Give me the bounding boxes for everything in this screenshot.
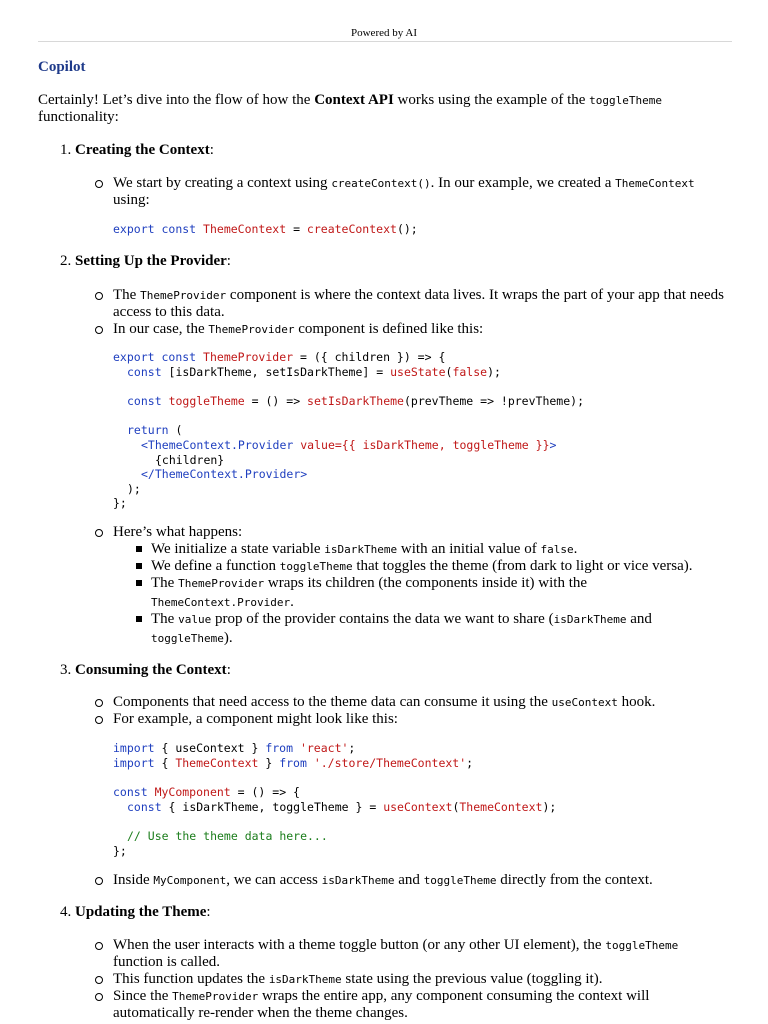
section-2-heading	[60, 253, 231, 270]
section-title: Updating the Theme	[75, 904, 207, 920]
s1-bullet-1-line-2: using:	[113, 192, 150, 208]
code-line	[127, 423, 182, 438]
s2-bullet-1-line-2: access to this data.	[113, 304, 225, 320]
keyword: export	[113, 222, 155, 236]
operator: =	[286, 222, 307, 236]
text: ).	[223, 630, 233, 646]
s4-bullet-2	[113, 971, 602, 988]
text: .	[290, 594, 294, 610]
punct: ;	[466, 756, 474, 770]
bullet-circle-icon	[95, 529, 103, 537]
text: We define a function	[151, 558, 280, 574]
keyword: const	[161, 350, 197, 364]
code-line: };	[113, 496, 127, 510]
intro-code: toggleTheme	[589, 94, 663, 107]
code-line	[141, 438, 556, 453]
bullet-circle-icon	[95, 942, 103, 950]
text: (prevTheme => !prevTheme);	[403, 394, 584, 408]
colon: :	[209, 142, 214, 158]
bullet-square-icon	[136, 616, 142, 622]
code-line: };	[113, 844, 127, 858]
colon: :	[226, 662, 231, 678]
text: The	[151, 611, 179, 627]
code-line: );	[127, 482, 141, 496]
text: wraps the entire app, any component consuming the context will	[258, 988, 650, 1004]
function-name: setIsDarkTheme	[307, 394, 404, 408]
section-number: 3.	[60, 662, 72, 678]
keyword: const	[161, 222, 197, 236]
text: = () => {	[230, 785, 300, 799]
intro-text: Certainly! Let’s dive into the flow of how the	[38, 92, 315, 108]
inline-code: toggleTheme	[151, 632, 224, 645]
punct: ;	[348, 741, 356, 755]
section-title: Creating the Context	[75, 142, 210, 158]
text: In our case, the	[113, 321, 209, 337]
inline-code: createContext()	[331, 177, 431, 190]
text: The	[113, 287, 141, 303]
intro-line-2: functionality:	[38, 109, 119, 125]
keyword: const	[127, 365, 162, 379]
section-number: 1.	[60, 142, 72, 158]
inline-code: isDarkTheme	[321, 874, 395, 887]
s2-sub-3-line-2	[151, 594, 294, 611]
inline-code: ThemeProvider	[208, 323, 295, 336]
text: component is where the context data lives. It wraps the part of your app that needs	[226, 287, 724, 303]
speaker-label: Copilot	[38, 59, 86, 75]
jsx-tag: >	[549, 438, 557, 452]
code-line	[113, 741, 355, 756]
inline-code: isDarkTheme	[324, 543, 398, 556]
s2-sub-3	[151, 575, 587, 592]
bullet-circle-icon	[95, 877, 103, 885]
s2-sub-4-line-2	[151, 630, 233, 647]
punct: (	[168, 423, 183, 437]
code-line: {children}	[155, 453, 225, 467]
keyword: const	[127, 394, 162, 408]
inline-code: ThemeContext.Provider	[151, 596, 291, 609]
s2-bullet-2	[113, 321, 483, 338]
text: Inside	[113, 872, 154, 888]
text: and	[626, 611, 652, 627]
section-number: 4.	[60, 904, 72, 920]
bullet-square-icon	[136, 580, 142, 586]
s3-bullet-1	[113, 694, 655, 711]
operator: = () =>	[244, 394, 308, 408]
identifier: ThemeContext	[203, 222, 287, 236]
inline-code: toggleTheme	[605, 939, 679, 952]
section-title: Consuming the Context	[75, 662, 227, 678]
identifier: ThemeContext	[459, 800, 543, 814]
s4-bullet-1-line-2: function is called.	[113, 954, 221, 970]
intro-text-mid: works using the example of the	[393, 92, 590, 108]
powered-by-header: Powered by AI	[351, 27, 417, 39]
bullet-square-icon	[136, 546, 142, 552]
text: state using the previous value (toggling it).	[341, 971, 603, 987]
bullet-circle-icon	[95, 716, 103, 724]
bullet-circle-icon	[95, 326, 103, 334]
text: . In our example, we created a	[430, 175, 616, 191]
inline-code: isDarkTheme	[268, 973, 342, 986]
text: component is defined like this:	[294, 321, 484, 337]
code-line	[127, 800, 556, 815]
function-name: useContext	[383, 800, 453, 814]
inline-code: isDarkTheme	[553, 613, 627, 626]
function-name: useState	[390, 365, 446, 379]
text: We initialize a state variable	[151, 541, 325, 557]
s4-bullet-1	[113, 937, 678, 954]
bullet-square-icon	[136, 563, 142, 569]
punct: }	[258, 756, 280, 770]
punct: (	[445, 365, 453, 379]
punct: {	[154, 756, 176, 770]
section-1-heading	[60, 142, 214, 159]
inline-code: false	[540, 543, 574, 556]
text: Since the	[113, 988, 173, 1004]
jsx-tag: <ThemeContext.Provider	[141, 438, 294, 452]
text: = ({ children }) => {	[293, 350, 446, 364]
keyword: const	[113, 785, 148, 799]
text: .	[573, 541, 578, 557]
code-line	[127, 394, 584, 409]
jsx-attr: value={{ isDarkTheme, toggleTheme }}	[293, 438, 550, 452]
inline-code: MyComponent	[153, 874, 227, 887]
text: Components that need access to the theme data can consume it using the	[113, 694, 552, 710]
keyword: export	[113, 350, 155, 364]
bullet-circle-icon	[95, 699, 103, 707]
text: This function updates the	[113, 971, 269, 987]
s3-bullet-3	[113, 872, 653, 889]
punct: );	[542, 800, 557, 814]
code-line	[113, 756, 473, 771]
inline-code: ThemeProvider	[140, 289, 227, 302]
inline-code: toggleTheme	[423, 874, 497, 887]
punct: (	[452, 800, 460, 814]
text: with an initial value of	[397, 541, 541, 557]
text: { isDarkTheme, toggleTheme } =	[161, 800, 384, 814]
intro-line-1	[38, 92, 662, 109]
section-number: 2.	[60, 253, 72, 269]
text: hook.	[617, 694, 656, 710]
text: We start by creating a context using	[113, 175, 332, 191]
inline-code: ThemeContext	[615, 177, 695, 190]
keyword: const	[127, 800, 162, 814]
s2-bullet-3: Here’s what happens:	[113, 524, 243, 540]
inline-code: value	[178, 613, 212, 626]
code-comment: // Use the theme data here...	[127, 829, 328, 843]
s1-bullet-1	[113, 175, 695, 192]
punct: ();	[396, 222, 418, 236]
keyword: from	[265, 741, 294, 755]
keyword: import	[113, 741, 155, 755]
keyword: from	[279, 756, 307, 770]
inline-code: ThemeProvider	[178, 577, 265, 590]
literal: false	[452, 365, 488, 379]
text: When the user interacts with a theme toggle button (or any other UI element), the	[113, 937, 606, 953]
code-line: </ThemeContext.Provider>	[141, 467, 308, 481]
text: The	[151, 575, 179, 591]
text: prop of the provider contains the data we want to share (	[211, 611, 554, 627]
inline-code: ThemeProvider	[172, 990, 259, 1003]
text: [isDarkTheme, setIsDarkTheme] =	[161, 365, 391, 379]
identifier: ThemeContext	[175, 756, 259, 770]
code-line	[113, 785, 300, 800]
colon: :	[226, 253, 231, 269]
bullet-circle-icon	[95, 292, 103, 300]
section-4-heading	[60, 904, 211, 921]
section-title: Setting Up the Provider	[75, 253, 227, 269]
intro-bold: Context API	[314, 92, 394, 108]
bullet-circle-icon	[95, 993, 103, 1001]
text: directly from the context.	[496, 872, 653, 888]
function-name: createContext	[306, 222, 397, 236]
header-divider	[38, 41, 732, 42]
string: './store/ThemeContext'	[306, 756, 467, 770]
bullet-circle-icon	[95, 180, 103, 188]
code-line	[127, 365, 501, 380]
text: and	[394, 872, 424, 888]
s2-bullet-1	[113, 287, 724, 304]
text: wraps its children (the components inside it) with the	[264, 575, 588, 591]
s3-bullet-2: For example, a component might look like this:	[113, 711, 398, 727]
punct: );	[487, 365, 501, 379]
s4-bullet-3	[113, 988, 649, 1005]
s2-sub-1	[151, 541, 577, 558]
s4-bullet-3-line-2: automatically re-render when the theme changes.	[113, 1005, 408, 1021]
text: that toggles the theme (from dark to light or vice versa).	[352, 558, 693, 574]
keyword: import	[113, 756, 155, 770]
s2-sub-4	[151, 611, 652, 628]
inline-code: useContext	[551, 696, 618, 709]
text: , we can access	[226, 872, 322, 888]
identifier: ThemeProvider	[203, 350, 294, 364]
code-block-create-context	[113, 222, 418, 237]
identifier: toggleTheme	[168, 394, 245, 408]
keyword: return	[127, 423, 169, 437]
string: 'react'	[293, 741, 349, 755]
colon: :	[206, 904, 211, 920]
text: { useContext }	[154, 741, 266, 755]
inline-code: toggleTheme	[279, 560, 353, 573]
s2-sub-2	[151, 558, 693, 575]
section-3-heading	[60, 662, 231, 679]
bullet-circle-icon	[95, 976, 103, 984]
identifier: MyComponent	[154, 785, 231, 799]
code-line	[113, 350, 445, 365]
